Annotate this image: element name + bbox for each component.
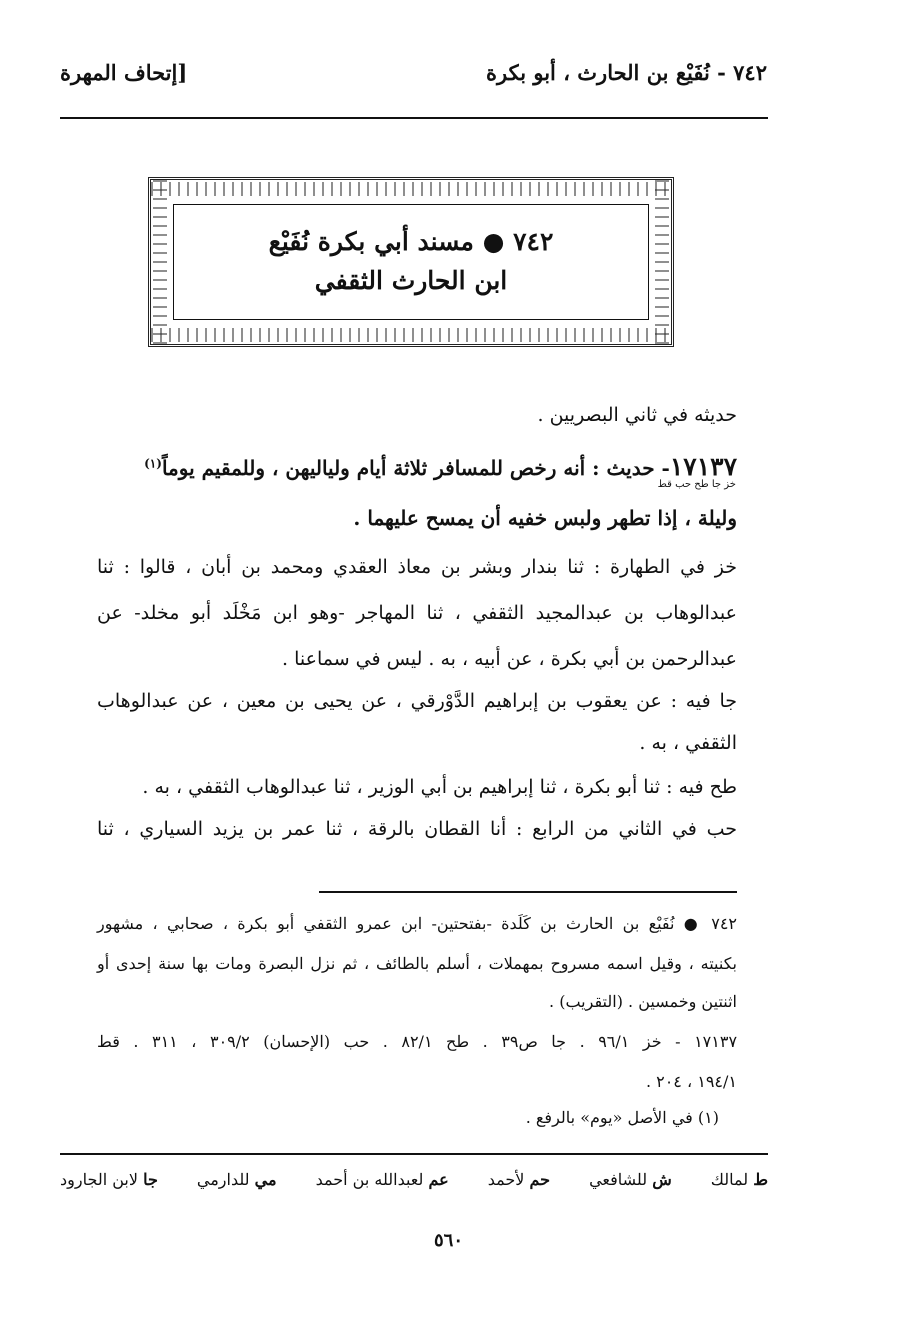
hadith-number: ١٧١٣٧ [669,452,737,481]
running-header-title: ٧٤٢ - نُفَيْع بن الحارث ، أبو بكرة [486,60,767,85]
body-line-5: الثقفي ، به . [639,732,737,754]
footnote-line-4: ١٧١٣٧ - خز ٩٦/١ . جا ص٣٩ . طح ٨٢/١ . حب (الإحسان) ٣٠٩/٢ ، ٣١١ . قط [97,1032,738,1051]
footnote-line-3: اثنتين وخمسين . (التقريب) . [549,992,737,1011]
musnad-subtitle: ابن الحارث الثقفي [314,266,508,295]
ornament-border-bottom [151,328,671,342]
body-line-2: عبدالوهاب بن عبدالمجيد الثقفي ، ثنا المهاجر -وهو ابن مَخْلَد أبو مخلد- عن [97,602,737,624]
hadith-line [97,452,737,481]
footnote-line-1: ٧٤٢ ● نُفَيْع بن الحارث بن كَلَدة -بفتحتين- ابن عمرو الثقفي أبو بكرة ، صحابي ، مشهور [97,914,737,933]
page-number: ٥٦٠ [433,1230,463,1251]
title-box [173,204,649,320]
footnote-ref: (١) [144,456,162,471]
body-line-3: عبدالرحمن بن أبي بكرة ، عن أبيه ، به . ليس في سماعنا . [282,648,737,670]
sources-abbrev: خز جا طح حب قط [657,479,736,490]
footnote-line-6: (١) في الأصل «يوم» بالرفع . [525,1108,719,1127]
legend-item: مي للدارمي [196,1170,277,1189]
footnote-line-2: بكنيته ، وقيل اسمه مسروح بمهملات ، أسلم بالطائف ، ثم نزل البصرة ومات بها سنة إحدى أو [97,954,737,973]
ornament-border-right [655,180,669,344]
header-rule [60,117,768,119]
legend-item: ط لمالك [710,1170,768,1189]
abbreviation-legend [60,1170,768,1189]
running-header-book: [إتحاف المهرة [60,60,188,85]
musnad-title: ٧٤٢ ● مسند أبي بكرة نُفَيْع [268,227,554,257]
legend-item: عم لعبدالله بن أحمد [315,1170,449,1189]
footnote-line-5: ١٩٤/١ ، ٢٠٤ . [645,1072,737,1091]
body-line-6: طح فيه : ثنا أبو بكرة ، ثنا إبراهيم بن أبي الوزير ، ثنا عبدالوهاب الثقفي ، به . [142,776,737,798]
ornament-border-top [151,182,671,196]
ornament-border-left [153,180,167,344]
body-line-7: حب في الثاني من الرابع : أنا القطان بالرقة ، ثنا عمر بن يزيد السياري ، ثنا [97,818,737,840]
legend-item: جا لابن الجارود [60,1170,158,1189]
hadith-text: - حديث : أنه رخص للمسافر ثلاثة أيام ولياليهن ، وللمقيم يوماً [161,456,670,480]
body-line-1: خز في الطهارة : ثنا بندار وبشر بن معاذ العقدي ومحمد بن أبان ، قالوا : ثنا [97,556,737,578]
intro-line: حديثه في ثاني البصريين . [537,404,737,426]
legend-rule [60,1153,768,1155]
legend-item: حم لأحمد [487,1170,551,1189]
footnote-rule [319,891,737,893]
title-frame [148,177,674,347]
legend-item: ش للشافعي [589,1170,672,1189]
hadith-text-2: وليلة ، إذا تطهر ولبس خفيه أن يمسح عليهما . [353,506,737,530]
body-line-4: جا فيه : عن يعقوب بن إبراهيم الدَّوْرقي ، عن يحيى بن معين ، عن عبدالوهاب [97,690,737,712]
